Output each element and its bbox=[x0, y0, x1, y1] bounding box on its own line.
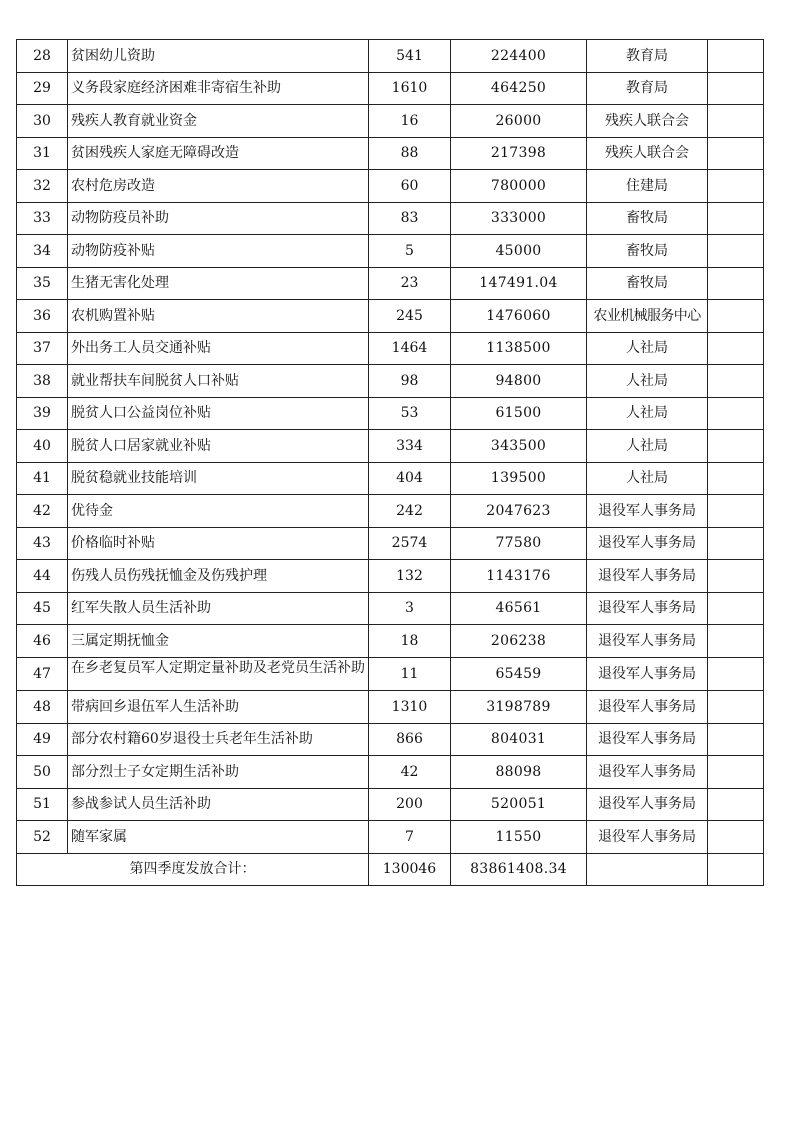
row-amount: 1143176 bbox=[451, 560, 587, 593]
row-number: 32 bbox=[17, 170, 68, 203]
row-department: 教育局 bbox=[587, 72, 708, 105]
total-label: 第四季度发放合计： bbox=[17, 853, 369, 885]
row-number: 33 bbox=[17, 202, 68, 235]
row-department: 人社局 bbox=[587, 365, 708, 398]
row-number: 49 bbox=[17, 723, 68, 756]
table-row bbox=[17, 625, 764, 658]
row-amount: 343500 bbox=[451, 430, 587, 463]
row-amount: 139500 bbox=[451, 462, 587, 495]
total-row bbox=[17, 853, 764, 885]
row-count: 866 bbox=[369, 723, 451, 756]
row-item-name: 带病回乡退伍军人生活补助 bbox=[68, 691, 369, 724]
row-item-name: 外出务工人员交通补贴 bbox=[68, 332, 369, 365]
row-amount: 45000 bbox=[451, 235, 587, 268]
row-department: 退役军人事务局 bbox=[587, 756, 708, 789]
row-number: 50 bbox=[17, 756, 68, 789]
table-row bbox=[17, 300, 764, 333]
row-number: 42 bbox=[17, 495, 68, 528]
row-number: 40 bbox=[17, 430, 68, 463]
row-count: 1310 bbox=[369, 691, 451, 724]
row-department: 人社局 bbox=[587, 462, 708, 495]
row-number: 43 bbox=[17, 527, 68, 560]
row-amount: 206238 bbox=[451, 625, 587, 658]
table-row bbox=[17, 821, 764, 854]
row-amount: 333000 bbox=[451, 202, 587, 235]
row-number: 47 bbox=[17, 657, 68, 691]
total-dept-cell bbox=[587, 853, 708, 885]
row-blank-cell bbox=[708, 625, 764, 658]
row-number: 31 bbox=[17, 137, 68, 170]
row-item-name: 部分农村籍60岁退役士兵老年生活补助 bbox=[68, 723, 369, 756]
row-amount: 26000 bbox=[451, 105, 587, 138]
row-department: 退役军人事务局 bbox=[587, 723, 708, 756]
row-count: 83 bbox=[369, 202, 451, 235]
row-amount: 65459 bbox=[451, 657, 587, 691]
row-count: 404 bbox=[369, 462, 451, 495]
row-amount: 780000 bbox=[451, 170, 587, 203]
row-number: 44 bbox=[17, 560, 68, 593]
row-item-name: 动物防疫补贴 bbox=[68, 235, 369, 268]
row-department: 农业机械服务中心 bbox=[587, 300, 708, 333]
row-blank-cell bbox=[708, 691, 764, 724]
row-item-name: 动物防疫员补助 bbox=[68, 202, 369, 235]
row-number: 46 bbox=[17, 625, 68, 658]
row-item-name: 部分烈士子女定期生活补助 bbox=[68, 756, 369, 789]
table-row bbox=[17, 397, 764, 430]
row-number: 28 bbox=[17, 40, 68, 73]
row-blank-cell bbox=[708, 235, 764, 268]
row-item-name: 贫困幼儿资助 bbox=[68, 40, 369, 73]
row-blank-cell bbox=[708, 592, 764, 625]
table-row bbox=[17, 40, 764, 73]
table-row bbox=[17, 170, 764, 203]
row-amount: 804031 bbox=[451, 723, 587, 756]
row-count: 200 bbox=[369, 788, 451, 821]
row-count: 42 bbox=[369, 756, 451, 789]
row-item-name: 脱贫人口居家就业补贴 bbox=[68, 430, 369, 463]
table-row bbox=[17, 560, 764, 593]
row-amount: 88098 bbox=[451, 756, 587, 789]
table-row bbox=[17, 462, 764, 495]
row-department: 人社局 bbox=[587, 332, 708, 365]
row-amount: 217398 bbox=[451, 137, 587, 170]
row-item-name: 脱贫稳就业技能培训 bbox=[68, 462, 369, 495]
row-department: 住建局 bbox=[587, 170, 708, 203]
row-count: 53 bbox=[369, 397, 451, 430]
table-row bbox=[17, 430, 764, 463]
row-amount: 224400 bbox=[451, 40, 587, 73]
row-blank-cell bbox=[708, 821, 764, 854]
row-amount: 11550 bbox=[451, 821, 587, 854]
row-department: 教育局 bbox=[587, 40, 708, 73]
row-department: 人社局 bbox=[587, 430, 708, 463]
row-count: 1464 bbox=[369, 332, 451, 365]
row-amount: 3198789 bbox=[451, 691, 587, 724]
row-blank-cell bbox=[708, 756, 764, 789]
row-department: 退役军人事务局 bbox=[587, 527, 708, 560]
row-item-name: 生猪无害化处理 bbox=[68, 267, 369, 300]
row-blank-cell bbox=[708, 332, 764, 365]
table-row bbox=[17, 691, 764, 724]
row-department: 退役军人事务局 bbox=[587, 691, 708, 724]
row-blank-cell bbox=[708, 560, 764, 593]
row-blank-cell bbox=[708, 202, 764, 235]
table-body bbox=[17, 40, 764, 854]
row-count: 541 bbox=[369, 40, 451, 73]
total-amount: 83861408.34 bbox=[451, 853, 587, 885]
row-item-name: 贫困残疾人家庭无障碍改造 bbox=[68, 137, 369, 170]
row-number: 36 bbox=[17, 300, 68, 333]
row-count: 11 bbox=[369, 657, 451, 691]
row-department: 退役军人事务局 bbox=[587, 592, 708, 625]
row-count: 1610 bbox=[369, 72, 451, 105]
row-amount: 77580 bbox=[451, 527, 587, 560]
total-blank-cell bbox=[708, 853, 764, 885]
table-row bbox=[17, 105, 764, 138]
row-number: 35 bbox=[17, 267, 68, 300]
table-row bbox=[17, 657, 764, 691]
row-number: 41 bbox=[17, 462, 68, 495]
row-amount: 46561 bbox=[451, 592, 587, 625]
row-count: 18 bbox=[369, 625, 451, 658]
row-number: 51 bbox=[17, 788, 68, 821]
row-count: 23 bbox=[369, 267, 451, 300]
table-row bbox=[17, 202, 764, 235]
row-department: 畜牧局 bbox=[587, 202, 708, 235]
row-amount: 520051 bbox=[451, 788, 587, 821]
table-row bbox=[17, 365, 764, 398]
row-number: 39 bbox=[17, 397, 68, 430]
row-item-name: 农村危房改造 bbox=[68, 170, 369, 203]
row-number: 48 bbox=[17, 691, 68, 724]
row-item-name: 就业帮扶车间脱贫人口补贴 bbox=[68, 365, 369, 398]
table-row bbox=[17, 332, 764, 365]
row-department: 残疾人联合会 bbox=[587, 137, 708, 170]
row-count: 334 bbox=[369, 430, 451, 463]
row-number: 30 bbox=[17, 105, 68, 138]
row-blank-cell bbox=[708, 40, 764, 73]
row-blank-cell bbox=[708, 723, 764, 756]
row-blank-cell bbox=[708, 527, 764, 560]
row-amount: 147491.04 bbox=[451, 267, 587, 300]
row-count: 60 bbox=[369, 170, 451, 203]
row-blank-cell bbox=[708, 495, 764, 528]
table-row bbox=[17, 788, 764, 821]
row-amount: 1476060 bbox=[451, 300, 587, 333]
row-department: 退役军人事务局 bbox=[587, 821, 708, 854]
row-department: 人社局 bbox=[587, 397, 708, 430]
row-count: 98 bbox=[369, 365, 451, 398]
row-number: 29 bbox=[17, 72, 68, 105]
row-number: 45 bbox=[17, 592, 68, 625]
row-item-name: 价格临时补贴 bbox=[68, 527, 369, 560]
row-amount: 61500 bbox=[451, 397, 587, 430]
table-row bbox=[17, 723, 764, 756]
row-item-name: 伤残人员伤残抚恤金及伤残护理 bbox=[68, 560, 369, 593]
row-item-name: 优待金 bbox=[68, 495, 369, 528]
total-count: 130046 bbox=[369, 853, 451, 885]
row-department: 残疾人联合会 bbox=[587, 105, 708, 138]
row-count: 132 bbox=[369, 560, 451, 593]
row-department: 畜牧局 bbox=[587, 235, 708, 268]
table-row bbox=[17, 72, 764, 105]
subsidy-table bbox=[16, 39, 764, 886]
row-item-name: 参战参试人员生活补助 bbox=[68, 788, 369, 821]
row-item-name: 残疾人教育就业资金 bbox=[68, 105, 369, 138]
row-amount: 94800 bbox=[451, 365, 587, 398]
row-amount: 2047623 bbox=[451, 495, 587, 528]
row-blank-cell bbox=[708, 105, 764, 138]
row-item-name: 农机购置补贴 bbox=[68, 300, 369, 333]
row-item-name: 随军家属 bbox=[68, 821, 369, 854]
row-count: 88 bbox=[369, 137, 451, 170]
row-blank-cell bbox=[708, 397, 764, 430]
table-row bbox=[17, 267, 764, 300]
row-number: 52 bbox=[17, 821, 68, 854]
row-blank-cell bbox=[708, 430, 764, 463]
row-blank-cell bbox=[708, 300, 764, 333]
row-blank-cell bbox=[708, 365, 764, 398]
row-blank-cell bbox=[708, 72, 764, 105]
row-count: 5 bbox=[369, 235, 451, 268]
row-amount: 464250 bbox=[451, 72, 587, 105]
row-department: 退役军人事务局 bbox=[587, 625, 708, 658]
row-department: 退役军人事务局 bbox=[587, 495, 708, 528]
table-row bbox=[17, 137, 764, 170]
row-count: 242 bbox=[369, 495, 451, 528]
row-item-name: 三属定期抚恤金 bbox=[68, 625, 369, 658]
row-blank-cell bbox=[708, 657, 764, 691]
row-amount: 1138500 bbox=[451, 332, 587, 365]
row-blank-cell bbox=[708, 267, 764, 300]
row-item-name: 在乡老复员军人定期定量补助及老党员生活补助 bbox=[68, 657, 369, 691]
table-row bbox=[17, 495, 764, 528]
row-blank-cell bbox=[708, 170, 764, 203]
row-department: 退役军人事务局 bbox=[587, 560, 708, 593]
row-item-name: 红军失散人员生活补助 bbox=[68, 592, 369, 625]
row-number: 37 bbox=[17, 332, 68, 365]
row-count: 245 bbox=[369, 300, 451, 333]
row-count: 7 bbox=[369, 821, 451, 854]
row-item-name: 脱贫人口公益岗位补贴 bbox=[68, 397, 369, 430]
row-blank-cell bbox=[708, 788, 764, 821]
row-number: 38 bbox=[17, 365, 68, 398]
row-count: 16 bbox=[369, 105, 451, 138]
table-row bbox=[17, 527, 764, 560]
row-department: 退役军人事务局 bbox=[587, 788, 708, 821]
row-count: 3 bbox=[369, 592, 451, 625]
row-blank-cell bbox=[708, 462, 764, 495]
row-count: 2574 bbox=[369, 527, 451, 560]
row-item-name: 义务段家庭经济困难非寄宿生补助 bbox=[68, 72, 369, 105]
table-row bbox=[17, 756, 764, 789]
row-blank-cell bbox=[708, 137, 764, 170]
table-row bbox=[17, 592, 764, 625]
row-number: 34 bbox=[17, 235, 68, 268]
row-department: 畜牧局 bbox=[587, 267, 708, 300]
row-department: 退役军人事务局 bbox=[587, 657, 708, 691]
table-row bbox=[17, 235, 764, 268]
